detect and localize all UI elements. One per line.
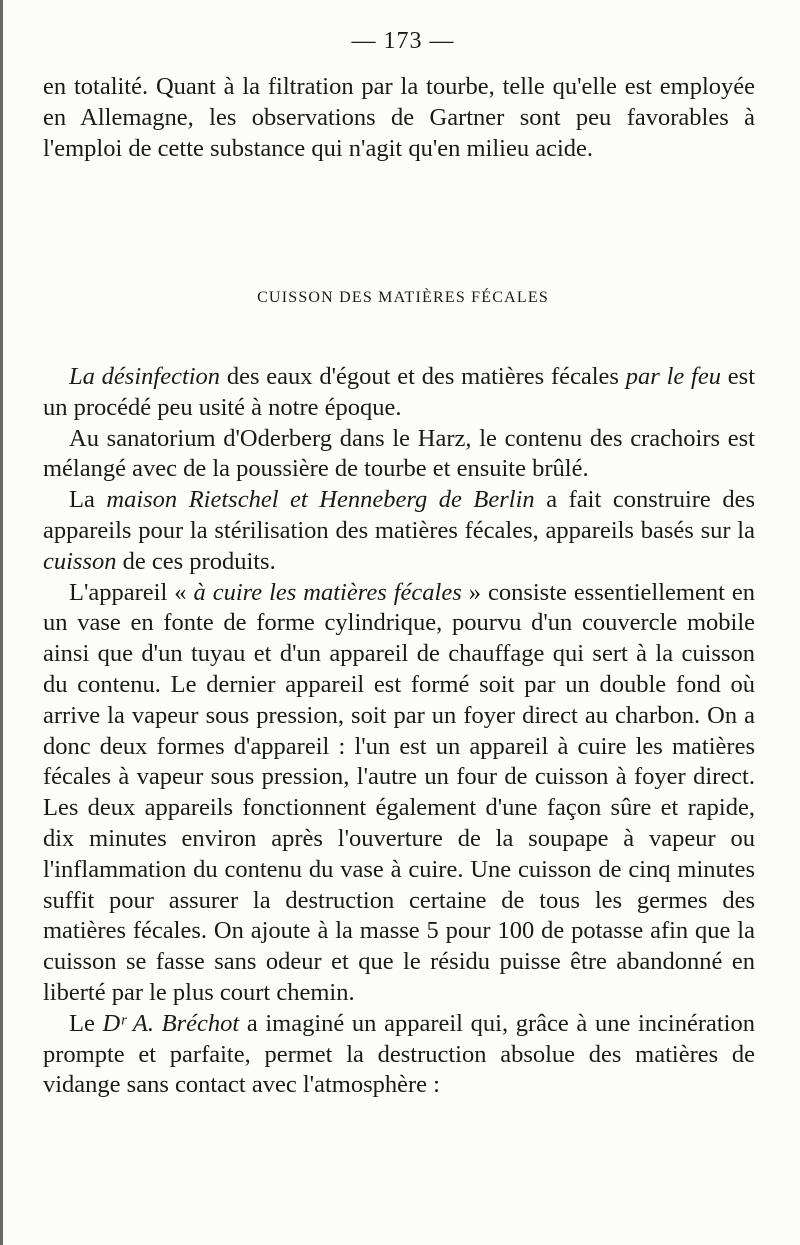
italic-phrase: par le feu <box>625 363 721 390</box>
page-number: — 173 — <box>351 28 455 54</box>
section-heading: CUISSON DES MATIÈRES FÉCALES <box>257 289 549 306</box>
paragraph-text: des eaux d'égout et des matières fécales <box>220 363 626 390</box>
italic-phrase: La désinfection <box>69 363 221 390</box>
italic-phrase: Dʳ A. Bréchot <box>102 1009 240 1037</box>
paragraph-brechot <box>43 1009 755 1101</box>
paragraph-disinfection <box>43 362 755 424</box>
paragraph-text: de ces produits. <box>116 547 276 575</box>
main-text-block <box>43 362 755 1101</box>
italic-phrase: maison Rietschel et Henneberg de Berlin <box>106 486 535 514</box>
paragraph-text: a fait construire des appareils pour la stérilisation des matières fécales, appareils basés sur la <box>43 486 755 544</box>
paragraph-text: » consiste essentiellement en un vase en fonte de forme cylindrique, pourvu d'un couvercle mobile ainsi que d'un tuyau et d'un appareil de chauffage qui sert à la cuisson du contenu. Le dernier appareil est formé soit par un double fond où arrive la vapeur sous pression, soit par un foyer direct au charbon. On a donc deux formes d'appareil : l'un est un appareil à cuire les matières fécales à vapeur sous pression, l'autre un four de cuisson à foyer direct. Les deux appareils fonctionnent également d'une façon sûre et rapide, dix minutes environ après l'ouverture de la soupape à vapeur ou l'inflammation du contenu du vase à cuire. Une cuisson de cinq minutes suffit pour assurer la destruction certaine de tous les germes des matières fécales. On ajoute à la masse 5 pour 100 de potasse afin que la cuisson se fasse sans odeur et que le résidu puisse être abandonné en liberté par le plus court chemin. <box>43 578 755 1006</box>
intro-paragraph: en totalité. Quant à la filtration par la tourbe, telle qu'elle est employée en Allemagne, les observations de Gartner sont peu favorables à l'emploi de cette substance qui n'agit qu'en milieu acide. <box>43 73 755 162</box>
paragraph-text: Le <box>69 1009 103 1037</box>
italic-phrase: à cuire les matières fécales <box>193 578 462 606</box>
paragraph-text: La <box>69 486 107 514</box>
paragraph-text: L'appareil « <box>69 578 194 606</box>
paragraph-rietschel <box>43 485 755 577</box>
paragraph-text: a imaginé un appareil qui, grâce à une incinération prompte et parfaite, permet la destruction absolue des matières de vidange sans contact avec l'atmosphère : <box>43 1009 755 1099</box>
paragraph-oderberg: Au sanatorium d'Oderberg dans le Harz, le contenu des crachoirs est mélangé avec de la poussière de tourbe et ensuite brûlé. <box>43 424 755 483</box>
italic-phrase: cuisson <box>43 547 117 575</box>
paragraph-appareil <box>43 578 755 1009</box>
paragraph-text: est un procédé peu usité à notre époque. <box>43 363 756 421</box>
intro-text-block <box>43 72 755 164</box>
